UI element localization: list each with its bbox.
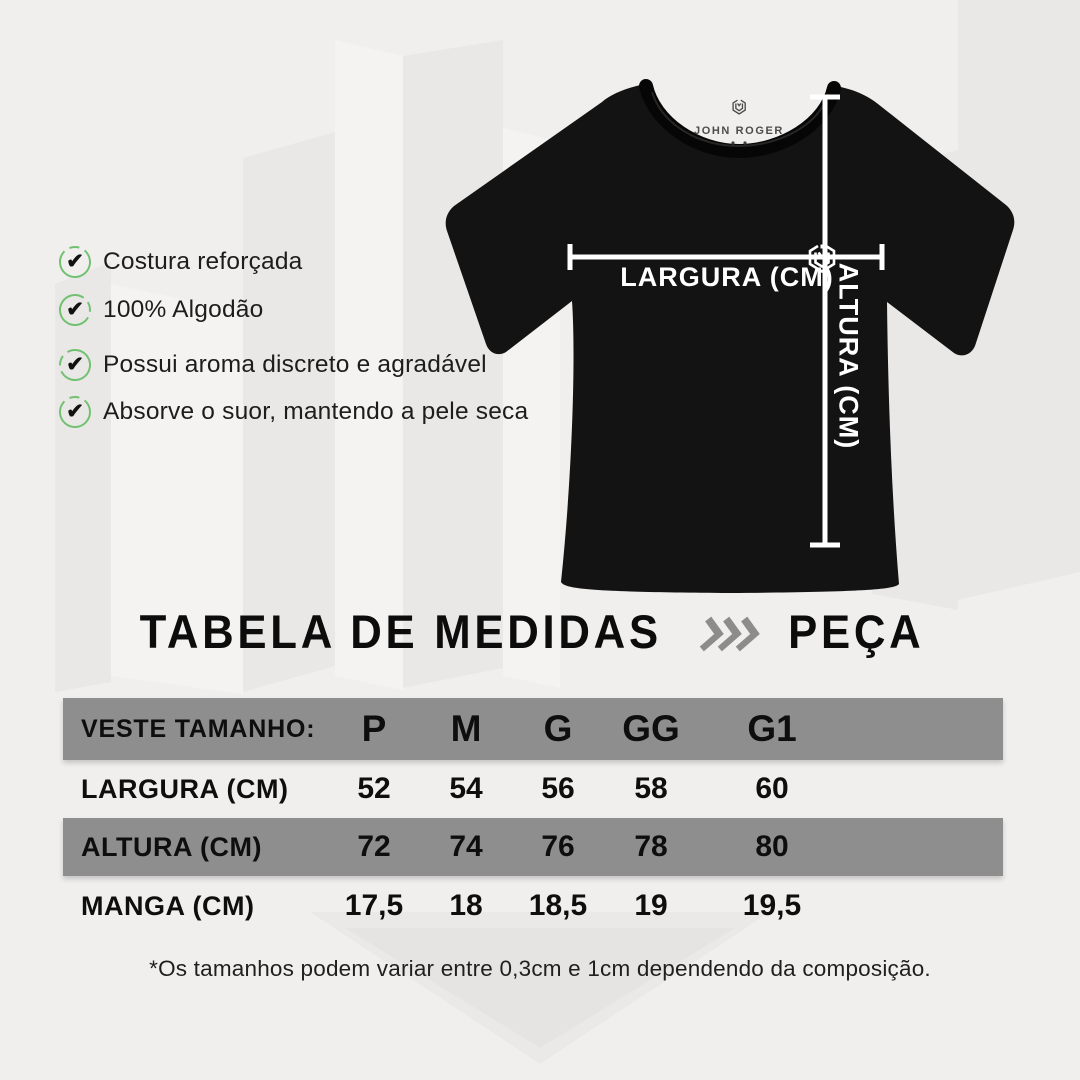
cell-value: 56 (541, 772, 575, 805)
feature-text: Possui aroma discreto e agradável (103, 351, 487, 378)
size-column-header: GG (622, 708, 680, 749)
table-row-manga (63, 876, 1003, 936)
cell-value: 74 (449, 830, 483, 863)
header-label: VESTE TAMANHO: (81, 714, 316, 743)
feature-item (58, 244, 528, 280)
cell-value: 19,5 (742, 889, 802, 922)
neck-label (694, 100, 784, 144)
section-title (0, 604, 1080, 659)
feature-text: Absorve o suor, mantendo a pele seca (103, 398, 529, 425)
feature-list (58, 244, 528, 430)
triple-chevron-right-icon (698, 616, 768, 652)
size-column-header: P (361, 708, 387, 749)
check-icon: ✔ (58, 348, 92, 382)
cell-value: 58 (634, 772, 668, 805)
feature-item (58, 292, 528, 328)
cell-value: 60 (755, 772, 789, 805)
cell-value: 76 (541, 830, 575, 863)
feature-text: 100% Algodão (103, 296, 264, 323)
height-measure-label: ALTURA (CM) (833, 262, 864, 450)
size-table-header-row (63, 698, 1003, 760)
row-label: ALTURA (CM) (81, 831, 262, 862)
watermark-triangle-inner (345, 928, 735, 1048)
feature-item (58, 347, 528, 383)
neck-brand-text: JOHN ROGER (694, 125, 784, 137)
feature-text: Costura reforçada (103, 248, 303, 275)
table-row-largura (63, 760, 1003, 818)
check-icon: ✔ (58, 293, 92, 327)
width-measure-label: LARGURA (CM) (620, 262, 834, 292)
size-column-header: G (543, 708, 573, 749)
size-column-header: M (450, 708, 482, 749)
size-column-header: G1 (747, 708, 797, 749)
cell-value: 54 (449, 772, 483, 805)
row-label: LARGURA (CM) (81, 773, 289, 804)
cell-value: 80 (755, 830, 789, 863)
cell-value: 18,5 (528, 889, 588, 922)
title-suffix: PEÇA (788, 605, 925, 658)
check-icon: ✔ (58, 245, 92, 279)
cell-value: 52 (357, 772, 391, 805)
cell-value: 72 (357, 830, 391, 863)
cell-value: 78 (634, 830, 668, 863)
title-prefix: TABELA DE MEDIDAS (139, 605, 662, 658)
cell-value: 17,5 (344, 889, 404, 922)
check-icon: ✔ (58, 395, 92, 429)
feature-item (58, 394, 528, 430)
cell-value: 19 (634, 889, 668, 922)
size-disclaimer: *Os tamanhos podem variar entre 0,3cm e 1cm dependendo da composição. (149, 956, 931, 981)
row-label: MANGA (CM) (81, 890, 255, 921)
table-row-altura (63, 818, 1003, 876)
tshirt-body (446, 84, 1015, 593)
size-table (63, 698, 1003, 936)
cell-value: 18 (449, 889, 483, 922)
